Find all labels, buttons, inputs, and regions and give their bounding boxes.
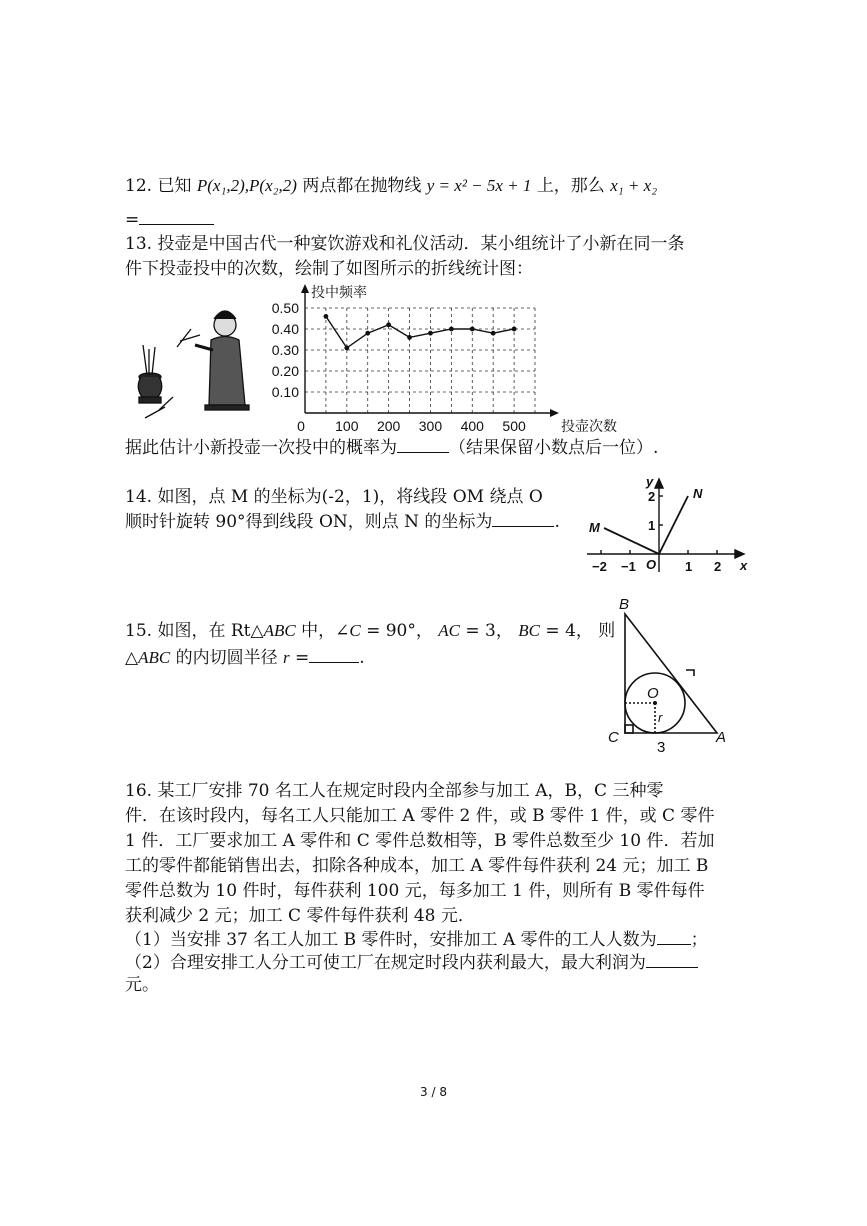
q15-text-l2b: 的内切圆半径 (170, 648, 283, 668)
q15-line1 (125, 620, 615, 642)
chart-x-tick-label: 300 (418, 418, 443, 434)
q16-line2: 件．在该时段内，每名工人只能加工 A 零件 2 件，或 B 零件 1 件，或 C 零件 (125, 806, 715, 826)
q14-tick-y1: 1 (648, 518, 656, 533)
q15-abc2: ABC (138, 648, 171, 667)
q14-label-x: x (740, 558, 748, 573)
q16-line3: 1 件．工厂要求加工 A 零件和 C 零件总数相等，B 零件总数至少 10 件．若加 (125, 831, 715, 851)
q14-label-n: N (693, 486, 703, 501)
q15-text-e: = 3， (460, 621, 519, 641)
q15-dot: . (359, 648, 365, 668)
q16-line8 (125, 951, 698, 974)
chart-x-axis-title: 投壶次数 (561, 419, 617, 435)
q15-r: r (283, 648, 290, 667)
q14-tick-x1: 1 (685, 559, 693, 574)
q15-text-f: = 4， 则 (540, 621, 616, 641)
q15-label-r: r (658, 710, 663, 725)
chart-grid (305, 308, 535, 413)
chart-x-tick-label: 0 (297, 418, 305, 434)
chart-data-point (449, 327, 454, 332)
q14-line2-text: 顺时针旋转 90°得到线段 ON，则点 N 的坐标为 (125, 512, 493, 532)
q12-sum: x₁ + x₂ (610, 176, 658, 195)
q14-tick-xm1: −1 (621, 559, 636, 574)
q14-label-m: M (589, 520, 600, 535)
q16-line9: 元。 (125, 975, 159, 995)
q15-c: C (349, 621, 361, 640)
chart-data-point (407, 335, 412, 340)
chart-data-point (324, 314, 329, 319)
q15-tri: △ (125, 648, 139, 668)
q14-tick-xm2: −2 (592, 559, 607, 574)
q15-label-o: O (647, 685, 659, 702)
chart-data-point (365, 331, 370, 336)
q12-line2 (125, 208, 214, 231)
q12-text-a: 已知 (157, 176, 192, 196)
q14-answer-blank[interactable] (492, 510, 554, 527)
q13-answer-note: （结果保留小数点后一位）. (449, 438, 659, 458)
q12-number: 12. (125, 176, 153, 196)
q15-label-c: C (608, 729, 619, 746)
chart-data-point (344, 346, 349, 351)
q14-label-o: O (646, 557, 657, 572)
q16-part2-blank[interactable] (646, 951, 698, 968)
q15-text-d: = 90°， (360, 621, 439, 641)
q15-label-3: 3 (657, 739, 666, 756)
chart-data-point (386, 322, 391, 327)
chart-axes (301, 284, 559, 417)
q15-ac: AC (438, 621, 460, 640)
q12-text-c: 上，那么 (536, 176, 605, 196)
chart-y-axis-title: 投中频率 (311, 285, 367, 301)
q15-label-b: B (619, 596, 630, 613)
chart-y-tick-label: 0.50 (271, 300, 299, 316)
q15-abc: ABC (263, 621, 296, 640)
q16-part2-text: （2）合理安排工人分工可使工厂在规定时段内获利最大，最大利润为 (125, 953, 646, 973)
chart-x-tick-label: 200 (376, 418, 401, 434)
chart-series-line (326, 316, 514, 348)
pitch-pot-illustration (125, 305, 260, 420)
q15-line2 (125, 646, 365, 669)
chart-y-tick-label: 0.10 (271, 384, 299, 400)
q15-label-a: A (716, 729, 727, 746)
q14-tick-y2: 2 (648, 489, 656, 504)
q13-answer-blank[interactable] (397, 436, 449, 453)
chart-x-tick-label: 400 (460, 418, 484, 434)
q12-text-b: 两点都在抛物线 (302, 176, 422, 196)
chart-x-tick-label: 100 (335, 418, 359, 434)
chart-y-tick-label: 0.30 (271, 342, 299, 358)
q14-line1: 14. 如图，点 M 的坐标为(-2，1)，将线段 OM 绕点 O (125, 487, 543, 507)
frequency-line-chart (265, 283, 630, 441)
q14-label-y: y (646, 474, 654, 489)
q16-line6: 获利减少 2 元；加工 C 零件每件获利 48 元． (125, 906, 475, 926)
chart-y-arrow (301, 284, 309, 293)
chart-x-arrow (550, 409, 559, 417)
q16-line5: 零件总数为 10 件时，每件获利 100 元，每多加工 1 件，则所有 B 零件每件 (125, 881, 705, 901)
q15-answer-blank[interactable] (309, 646, 359, 663)
chart-y-tick-label: 0.40 (271, 321, 299, 337)
q16-line1: 16. 某工厂安排 70 名工人在规定时段内全部参与加工 A，B，C 三种零 (125, 781, 664, 801)
q12-points: P(x₁,2),P(x₂,2) (196, 176, 297, 195)
q15-triangle-figure (600, 592, 740, 757)
q12-equals: = (125, 210, 140, 230)
chart-y-tick-label: 0.20 (271, 363, 299, 379)
q12-answer-blank[interactable] (139, 208, 214, 225)
q16-line7 (125, 928, 708, 951)
q13-answer-text: 据此估计小新投壶一次投中的概率为 (125, 438, 397, 458)
q14-line2 (125, 510, 560, 533)
q14-tick-x2: 2 (714, 559, 722, 574)
page-number: 3 / 8 (420, 1085, 447, 1099)
q12-line1 (125, 175, 657, 197)
q15-eq: = (289, 648, 310, 668)
chart-data-point (491, 331, 496, 336)
chart-data-point (428, 331, 433, 336)
q13-answer-line (125, 436, 658, 459)
q14-coordinate-figure (582, 472, 757, 582)
chart-data-point (512, 327, 517, 332)
q16-part1-text: （1）当安排 37 名工人加工 B 零件时，安排加工 A 零件的工人人数为 (125, 930, 657, 950)
q15-text-a: 15. 如图，在 Rt△ (125, 621, 264, 641)
q13-line2: 件下投壶投中的次数，绘制了如图所示的折线统计图： (125, 259, 533, 279)
q14-line2-end: . (554, 512, 560, 532)
q16-line4: 工的零件都能销售出去，扣除各种成本，加工 A 零件每件获利 24 元；加工 B (125, 856, 709, 876)
q15-text-b: 中，∠ (295, 621, 350, 641)
q15-bc: BC (518, 621, 541, 640)
q13-line1: 13. 投壶是中国古代一种宴饮游戏和礼仪活动．某小组统计了小新在同一条 (125, 234, 685, 254)
q12-parabola: y = x² − 5x + 1 (426, 176, 532, 195)
chart-series (324, 314, 517, 350)
chart-x-tick-label: 500 (502, 418, 526, 434)
chart-data-point (470, 327, 475, 332)
q16-part1-end: ； (690, 930, 708, 950)
q16-part1-blank[interactable] (657, 928, 691, 945)
